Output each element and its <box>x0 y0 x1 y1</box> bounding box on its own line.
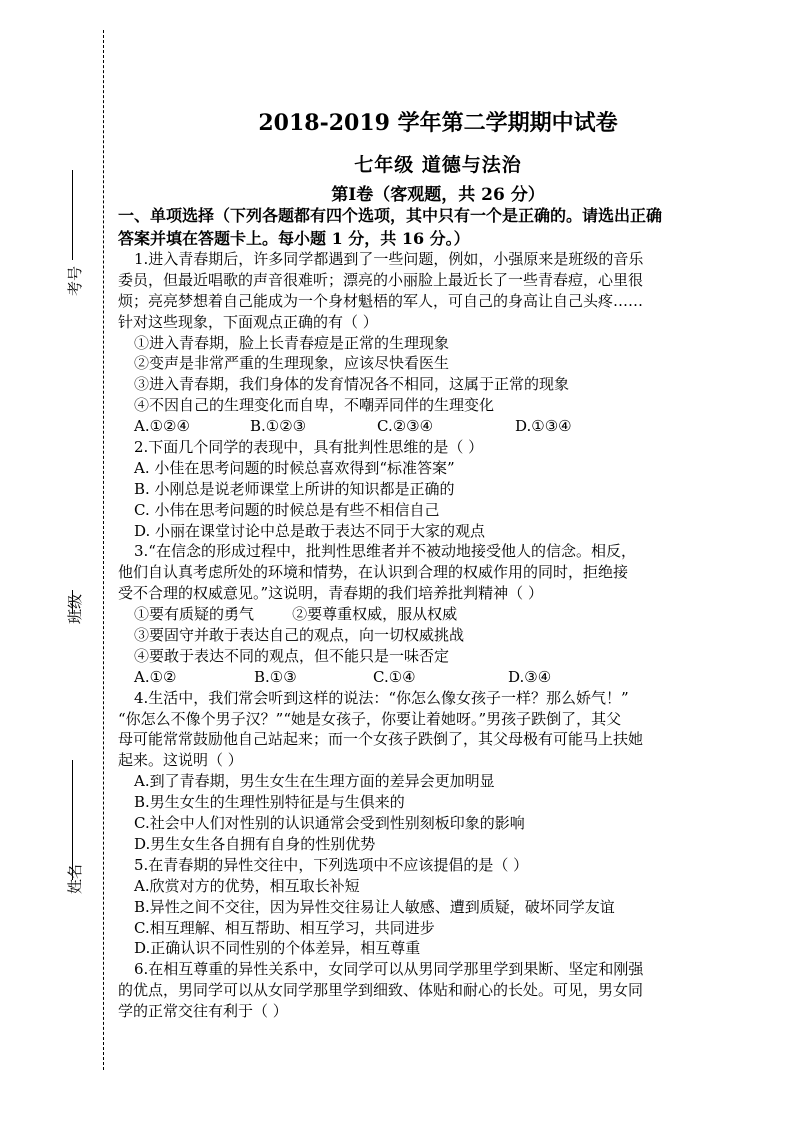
q6-stem-line-3: 学的正常交往有利于（ ） <box>118 1002 288 1021</box>
q2-stem: 2.下面几个同学的表现中，具有批判性思维的是（ ） <box>134 438 484 457</box>
name-label: 姓名 <box>66 863 84 894</box>
q3-statement-3: ③要固守并敢于表达自己的观点，向一切权威挑战 <box>134 626 465 645</box>
q1-stem-line-3: 烦；亮亮梦想着自己能成为一个身材魁梧的军人，可自己的身高让自己头疼…… <box>118 291 644 310</box>
q3-option-a: A.①② <box>134 667 177 686</box>
subject-title: 七年级 道德与法治 <box>354 154 522 176</box>
q2-option-b: B. 小刚总是说老师课堂上所讲的知识都是正确的 <box>134 479 455 498</box>
q2-option-c: C. 小伟在思考问题的时候总是有些不相信自己 <box>134 500 440 519</box>
q4-stem-line-2: “你怎么不像个男子汉？”“她是女孩子，你要让着她呀。”男孩子跌倒了，其父 <box>118 709 622 728</box>
q3-option-b: B.①③ <box>254 667 297 686</box>
q1-option-d: D.①③④ <box>515 417 572 436</box>
section-heading-line-1: 一、单项选择（下列各题都有四个选项，其中只有一个是正确的。请选出正确 <box>118 206 663 225</box>
q3-stem-line-2: 他们自认真考虑所处的环境和情势，在认识到合理的权威作用的同时，拒绝接 <box>118 563 629 582</box>
q5-stem: 5.在青春期的异性交往中，下列选项中不应该提倡的是（ ） <box>134 855 529 874</box>
section-heading <box>118 204 746 250</box>
name-underline <box>72 760 73 880</box>
class-field <box>50 593 100 740</box>
q4-option-c: C.社会中人们对性别的认识通常会受到性别刻板印象的影响 <box>134 814 525 833</box>
q5-option-a: A.欣赏对方的优势，相互取长补短 <box>134 876 360 895</box>
q3-stem-line-1: 3.“在信念的形成过程中，批判性思维者并不被动地接受他人的信念。相反， <box>134 542 636 561</box>
exam-number-underline <box>72 170 73 260</box>
exam-title: 2018-2019 学年第二学期期中试卷 <box>258 110 618 136</box>
q4-stem-line-3: 母可能常常鼓励他自己站起来；而一个女孩子跌倒了，其父母极有可能马上扶她 <box>118 730 644 749</box>
q5-option-b: B.异性之间不交往，因为异性交往易让人敏感、遭到质疑，破坏同学友谊 <box>134 897 615 916</box>
class-label: 班级 <box>66 593 84 624</box>
exam-number-label: 考号 <box>66 265 84 296</box>
q4-stem-line-1: 4.生活中，我们常会听到这样的说法：“你怎么像女孩子一样？那么娇气！” <box>134 688 629 707</box>
q1-statement-2: ②变声是非常严重的生理现象，应该尽快看医生 <box>134 354 450 373</box>
q3-stem-line-3: 受不合理的权威意见。”这说明，青春期的我们培养批判精神（ ） <box>118 584 543 603</box>
q1-statement-4: ④不因自己的生理变化而自卑，不嘲弄同伴的生理变化 <box>134 396 495 415</box>
q3-option-c: C.①④ <box>373 667 416 686</box>
question-list <box>118 249 746 1022</box>
q3-statement-4: ④要敢于表达不同的观点，但不能只是一味否定 <box>134 646 450 665</box>
q5-option-c: C.相互理解、相互帮助、相互学习，共同进步 <box>134 918 435 937</box>
q4-stem-line-4: 起来。这说明（ ） <box>118 751 243 770</box>
q1-option-b: B.①②③ <box>250 417 307 436</box>
part-title: 第Ⅰ卷（客观题，共 26 分） <box>331 185 545 205</box>
q1-options <box>118 416 746 437</box>
q4-option-a: A.到了青春期，男生女生在生理方面的差异会更加明显 <box>134 772 495 791</box>
q1-option-c: C.②③④ <box>377 417 434 436</box>
exam-number-field <box>50 265 100 388</box>
q5-option-d: D.正确认识不同性别的个体差异，相互尊重 <box>134 939 421 958</box>
q4-option-d: D.男生女生各自拥有自身的性别优势 <box>134 834 376 853</box>
name-field <box>50 863 100 1010</box>
q4-option-b: B.男生女生的生理性别特征是与生俱来的 <box>134 793 405 812</box>
q2-option-d: D. 小丽在课堂讨论中总是敢于表达不同于大家的观点 <box>134 521 486 540</box>
q3-option-d: D.③④ <box>508 667 552 686</box>
q6-stem-line-1: 6.在相互尊重的异性关系中，女同学可以从男同学那里学到果断、坚定和刚强 <box>134 960 644 979</box>
q3-options <box>118 667 746 688</box>
q1-stem-line-2: 委员，但最近唱歌的声音很难听；漂亮的小丽脸上最近长了一些青春痘，心里很 <box>118 270 644 289</box>
binding-dashed-line <box>103 30 104 1070</box>
q1-option-a: A.①②④ <box>134 417 190 436</box>
q6-stem-line-2: 的优点，男同学可以从女同学那里学到细致、体贴和耐心的长处。可见，男女同 <box>118 981 644 1000</box>
section-heading-line-2: 答案并填在答题卡上。每小题 1 分，共 16 分。） <box>118 229 470 248</box>
q1-stem-line-4: 针对这些现象，下面观点正确的有（ ） <box>118 312 378 331</box>
q2-option-a: A. 小佳在思考问题的时候总喜欢得到“标准答案” <box>134 458 455 477</box>
q1-statement-1: ①进入青春期，脸上长青春痘是正常的生理现象 <box>134 333 450 352</box>
q3-statements-1-2: ①要有质疑的勇气 ②要尊重权威，服从权威 <box>134 605 458 624</box>
q1-statement-3: ③进入青春期，我们身体的发育情况各不相同，这属于正常的现象 <box>134 375 570 394</box>
q1-stem-line-1: 1.进入青春期后，许多同学都遇到了一些问题，例如，小强原来是班级的音乐 <box>134 250 644 268</box>
